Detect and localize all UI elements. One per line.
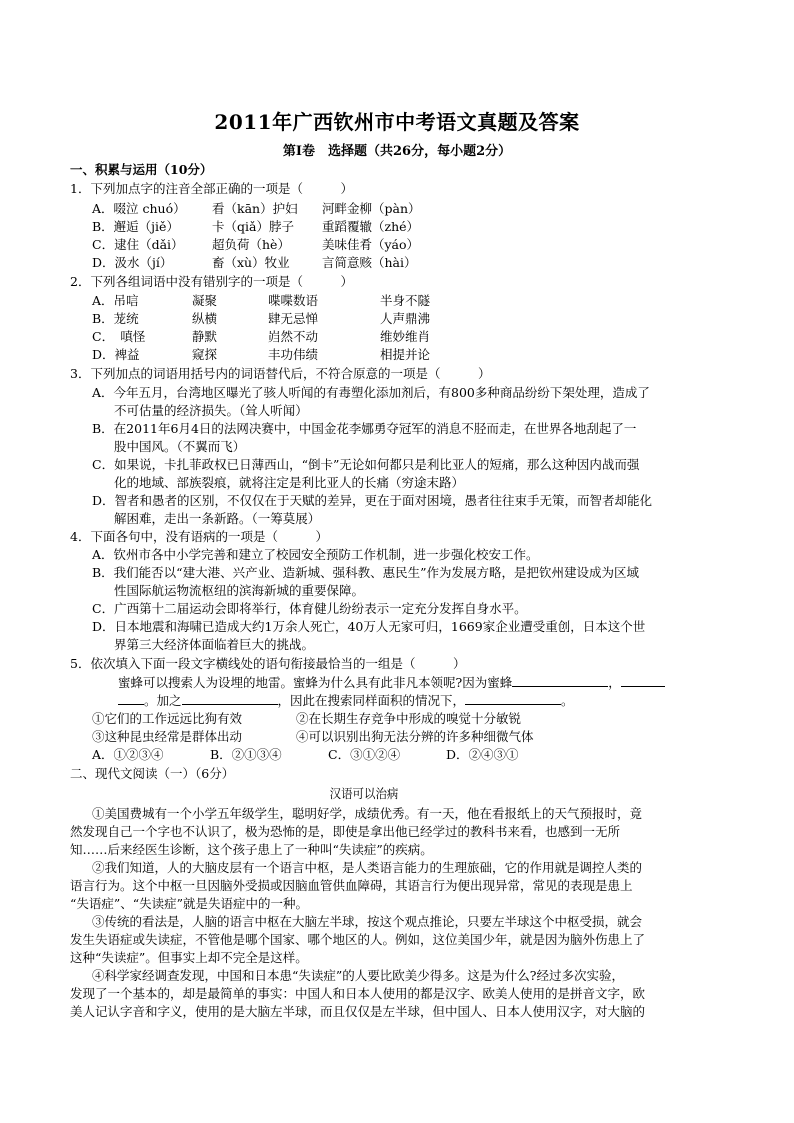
reading-paragraph-4-line-3: 美人记认字音和字义，使用的是大脑左半球，而且仅仅是左半球，但中国人、日本人使用汉字，对大脑的 bbox=[70, 1004, 646, 1019]
blank-3 bbox=[182, 692, 278, 705]
reading-paragraph-2-line-3: “失语症”、“失读症”就是失语症中的一种。 bbox=[70, 896, 309, 911]
reading-paragraph-3-line-3: 这种“失读症”。但事实上却不完全是这样。 bbox=[70, 950, 308, 965]
question-4-option-b: B．我们能否以“建大港、兴产业、造新城、强科教、惠民生”作为发展方略，是把钦州建设成为区域 bbox=[92, 565, 639, 580]
question-4-option-a: A．钦州市各中小学完善和建立了校园安全预防工作机制，进一步强化校安工作。 bbox=[92, 547, 539, 562]
question-2-stem: 2．下列各组词语中没有错别字的一项是（ ） bbox=[70, 274, 353, 289]
reading-paragraph-1-line-3: 知……后来经医生诊断，这个孩子患上了一种叫“失读症”的疾病。 bbox=[70, 842, 433, 857]
question-3-option-c-cont: 化的地域、部族裂痕，就将注定是利比亚人的长痛（穷途末路） bbox=[114, 475, 465, 490]
question-3-option-b: B．在2011年6月4日的法网决赛中，中国金花李娜勇夺冠军的消息不胫而走，在世界各地刮起了一 bbox=[92, 421, 637, 436]
question-2-option-d: D．裨益 窥探 丰功伟绩 相提并论 bbox=[92, 347, 431, 362]
question-1-stem: 1．下列加点字的注音全部正确的一项是（ ） bbox=[70, 181, 353, 196]
blank-2 bbox=[621, 674, 665, 687]
reading-paragraph-3-line-1: ③传统的看法是，人脑的语言中枢在大脑左半球，按这个观点推论，只要左半球这个中枢受损，就会 bbox=[92, 914, 643, 929]
question-4-stem: 4．下面各句中，没有语病的一项是（ ） bbox=[70, 529, 328, 544]
question-5-options: A．①②③④ B．②①③④ C．③①②④ D．②④③① bbox=[92, 747, 519, 762]
question-5-passage-line-1: 蜜蜂可以搜索人为设埋的地雷。蜜蜂为什么具有此非凡本领呢?因为蜜蜂 ， bbox=[118, 674, 665, 692]
reading-paragraph-1-line-1: ①美国费城有一个小学五年级学生，聪明好学，成绩优秀。有一天，他在看报纸上的天气预报时，竟 bbox=[92, 806, 643, 821]
reading-paragraph-3-line-2: 发生失语症或失读症，不管他是哪个国家、哪个地区的人。例如，这位美国少年，就是因为脑外伤患上了 bbox=[70, 932, 646, 947]
question-2-option-c: C． 嗔怪 静默 岿然不动 维妙维肖 bbox=[92, 329, 431, 344]
page-title: 2011年广西钦州市中考语文真题及答案 bbox=[214, 110, 580, 134]
blank-1 bbox=[512, 674, 608, 687]
reading-paragraph-4-line-2: 发现了一个基本的，却是最简单的事实：中国人和日本人使用的都是汉字、欧美人使用的是拼音文字，欧 bbox=[70, 986, 646, 1001]
reading-paragraph-4-line-1: ④科学家经调查发现，中国和日本患“失读症”的人要比欧美少得多。这是为什么?经过多次实验， bbox=[92, 968, 624, 983]
question-2-option-a: A．吊唁 凝聚 喋喋数语 半身不隧 bbox=[92, 293, 431, 308]
question-4-option-d: D．日本地震和海啸已造成大约1万余人死亡，40万人无家可归，1669家企业遭受重创，日本这个世 bbox=[92, 619, 646, 634]
question-3-option-c: C．如果说，卡扎菲政权已日薄西山，“倒卡”无论如何都只是利比亚人的短痛，那么这种因内战而强 bbox=[92, 457, 640, 472]
question-1-option-a: A．啜泣 chuó） 看（kān）护妇 河畔金柳（pàn） bbox=[92, 201, 421, 216]
question-4-option-b-cont: 性国际航运物流枢纽的滨海新城的重要保障。 bbox=[114, 583, 365, 598]
reading-paragraph-1-line-2: 然发现自己一个字也不认识了，极为恐怖的是，即使是拿出他已经学过的教科书来看，也感到一无所 bbox=[70, 824, 621, 839]
reading-title: 汉语可以治病 bbox=[329, 786, 399, 801]
question-5-stem: 5．依次填入下面一段文字横线处的语句衔接最恰当的一组是（ ） bbox=[70, 656, 466, 671]
question-4-option-d-cont: 界第三大经济体面临着巨大的挑战。 bbox=[114, 637, 315, 652]
page-subtitle: 第Ⅰ卷 选择题（共26分，每小题2分） bbox=[282, 144, 512, 159]
question-2-option-b: B．茏统 纵横 肆无忌惮 人声鼎沸 bbox=[92, 311, 431, 326]
question-3-option-a: A．今年五月，台湾地区曝光了骇人听闻的有毒塑化添加剂后，有800多种商品纷纷下架处理，造成了 bbox=[92, 385, 650, 400]
question-1-option-c: C．逮住（dǎi） 超负荷（hè） 美味佳肴（yáo） bbox=[92, 237, 420, 252]
question-4-option-c: C．广西第十二届运动会即将举行，体育健儿纷纷表示一定充分发挥自身水平。 bbox=[92, 601, 527, 616]
question-5-choices-row-2: ③这种昆虫经常是群体出动 ④可以识别出狗无法分辨的许多种细微气体 bbox=[92, 729, 534, 744]
question-3-option-a-cont: 不可估量的经济损失。（耸人听闻） bbox=[114, 403, 308, 418]
question-3-stem: 3．下列加点的词语用括号内的词语替代后，不符合原意的一项是（ ） bbox=[70, 366, 491, 381]
question-1-option-b: B．邂逅（jiě） 卡（qiǎ）脖子 重蹈覆辙（zhé） bbox=[92, 219, 420, 234]
section-heading-1: 一、积累与运用（10分） bbox=[70, 162, 213, 177]
blank-2-cont bbox=[118, 692, 144, 705]
question-1-option-d: D．汲水（jí） 畜（xù）牧业 言简意赅（hài） bbox=[92, 255, 417, 270]
blank-4 bbox=[465, 692, 561, 705]
question-3-option-d-cont: 解困难，走出一条新路。（一筹莫展） bbox=[114, 511, 321, 526]
question-3-option-b-cont: 股中国风。（不翼而飞） bbox=[114, 439, 246, 454]
question-5-passage-line-2: 。加之 ，因此在搜索同样面积的情况下， 。 bbox=[118, 692, 574, 710]
section-heading-2: 二、现代文阅读（一）（6分） bbox=[70, 766, 235, 781]
question-3-option-d: D．智者和愚者的区别，不仅仅在于天赋的差异，更在于面对困境，愚者往往束手无策，而智者却能化 bbox=[92, 493, 653, 508]
reading-paragraph-2-line-2: 语言行为。这个中枢一旦因脑外受损或因脑血管供血障碍，其语言行为便出现异常，常见的表现是患上 bbox=[70, 878, 633, 893]
question-5-choices-row-1: ①它们的工作远远比狗有效 ②在长期生存竞争中形成的嗅觉十分敏锐 bbox=[92, 711, 522, 726]
reading-paragraph-2-line-1: ②我们知道，人的大脑皮层有一个语言中枢，是人类语言能力的生理旅础，它的作用就是调控人类的 bbox=[92, 860, 643, 875]
